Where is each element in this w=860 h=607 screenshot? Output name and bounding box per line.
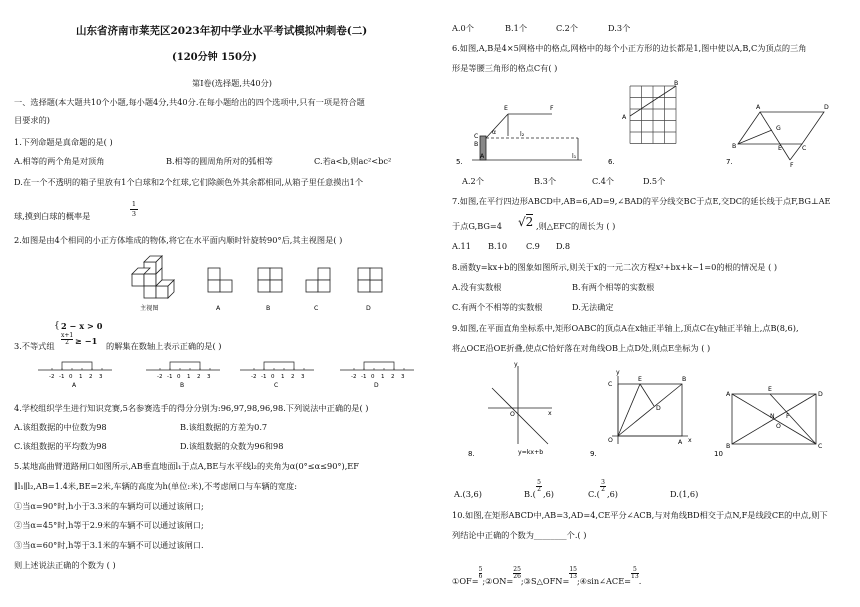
- q3-number-line-d: [340, 362, 414, 389]
- fig5-label-a: A: [480, 153, 485, 160]
- fig10-label-a: A: [726, 391, 731, 398]
- q1-option-c: C.若a<b,则ac²<bc²: [314, 156, 392, 166]
- q3-inequality-1: 2 − x > 0: [61, 321, 103, 331]
- q3-brace: {: [54, 321, 60, 331]
- q3-option-label: B: [180, 382, 185, 389]
- fig7-label-f: F: [790, 162, 794, 169]
- q1-option-b: B.相等的圆周角所对的弧相等: [166, 156, 273, 166]
- q9-option-d: D.(1,6): [670, 489, 699, 499]
- q4-option-b: B.该组数据的方差为0.7: [180, 422, 268, 432]
- q6-option-c: C.4个: [592, 176, 614, 186]
- fig8-label-o: O: [510, 411, 515, 418]
- fig6-label-b: B: [674, 80, 679, 87]
- figure-9-rectangle-drawing: [612, 376, 688, 444]
- q3-tick-label: 0: [371, 374, 375, 380]
- q3-number-lines: [14, 356, 434, 390]
- fig9-label-e: E: [638, 376, 642, 383]
- figure-6-grid-drawing: [630, 86, 676, 144]
- q3-tick-label: 3: [301, 374, 305, 380]
- fig10-label-n: N: [770, 413, 775, 420]
- q5-line-2: ∥l₁∥l₂,AB=1.4米,BE=2米,车辆的高度为h(单位:米),不考虑闸口与车辆的宽度:: [14, 481, 297, 491]
- fig10-label-f: F: [786, 413, 790, 420]
- q1-fraction: 1 3: [131, 200, 137, 218]
- q7-option-a: A.11: [452, 241, 471, 251]
- q7-option-b: B.10: [488, 241, 508, 251]
- q3-solution-range: [264, 362, 294, 370]
- q8-option-b: B.有两个相等的实数根: [572, 282, 655, 292]
- q3-option-label: A: [72, 382, 77, 389]
- fig10-label-c: C: [818, 443, 823, 450]
- q3-tick-label: 1: [381, 374, 385, 380]
- q2-view-a: [208, 268, 232, 292]
- q6-line-2: 形是等腰三角形的格点C有( ): [452, 63, 558, 73]
- figure-8-graph-drawing: [488, 366, 552, 444]
- section-heading: 第Ⅰ卷(选择题,共40分): [192, 78, 272, 88]
- fig7-label-a: A: [756, 104, 761, 111]
- q3-number-line-a: [38, 362, 112, 389]
- q3-tick-label: 1: [79, 374, 83, 380]
- q1-option-d-line2: 球,摸到白球的概率是: [14, 211, 91, 221]
- q9-option-b-suffix: ,6): [543, 489, 555, 499]
- q5-statement-2: ②当α=45°时,h等于2.9米的车辆不可以通过该闸口;: [14, 520, 204, 530]
- q3-inequality-2-fraction: x+1 2: [61, 332, 74, 346]
- q3-tick-label: -2: [157, 374, 163, 380]
- q7-sqrt: √2: [518, 215, 534, 229]
- fig10-label-b: B: [726, 443, 731, 450]
- fig9-label-y: y: [616, 369, 620, 376]
- q9-option-b-prefix: B.(: [524, 489, 536, 499]
- q3-tick-label: 0: [271, 374, 275, 380]
- fig5-label-l1: l₁: [572, 153, 577, 160]
- q7-line-2-suffix: ,则△EFC的周长为 ( ): [536, 221, 616, 231]
- q2-view-d: [358, 268, 382, 292]
- fig9-label-b: B: [682, 376, 687, 383]
- fig5-label-f: F: [550, 105, 554, 112]
- fig9-label-o: O: [608, 437, 613, 444]
- q3-solution-range: [170, 362, 200, 370]
- q1-option-d-line1: D.在一个不透明的箱子里放有1个白球和2个红球,它们除颜色外其余都相同,从箱子里任意摸出1个: [14, 177, 364, 187]
- q9-option-a: A.(3,6): [454, 489, 482, 499]
- q7-line-2-prefix: 于点G,BG=4: [452, 221, 503, 231]
- q3-tick-label: 2: [291, 374, 295, 380]
- q9-option-c-suffix: ,6): [607, 489, 619, 499]
- q7-option-c: C.9: [526, 241, 540, 251]
- q3-tick-label: -1: [167, 374, 173, 380]
- fig10-label-d: D: [818, 391, 823, 398]
- q6-option-d: D.5个: [643, 176, 666, 186]
- figure-7-number: 7.: [726, 158, 733, 166]
- q3-tick-label: 0: [69, 374, 73, 380]
- q2-view-c: [306, 268, 330, 292]
- q5-option-c: C.2个: [556, 23, 578, 33]
- intro-line-2: 目要求的): [14, 115, 50, 125]
- fig5-label-b: B: [474, 141, 479, 148]
- q5-statement-1: ①当α=90°时,h小于3.3米的车辆均可以通过该闸口;: [14, 501, 204, 511]
- fig5-label-c: C: [474, 133, 479, 140]
- q6-line-1: 6.如图,A,B是4×5网格中的格点,网格中的每个小正方形的边长都是1,图中使以A,B,C为顶点的三角: [452, 43, 807, 53]
- q4-option-a: A.该组数据的中位数为98: [14, 422, 107, 432]
- fig5-label-e: E: [504, 105, 508, 112]
- figures-8-9-10: [452, 360, 852, 460]
- q2-stem: 2.如图是由4个相同的小正方体堆成的物体,将它在水平面内顺时针旋转90°后,其主视图是( ): [14, 235, 343, 245]
- q3-tick-label: 2: [89, 374, 93, 380]
- q3-tick-label: -1: [261, 374, 267, 380]
- fig5-label-l2: l₂: [520, 131, 525, 138]
- figure-5-gate-drawing: [472, 114, 582, 160]
- q3-option-label: D: [374, 382, 379, 389]
- q3-tick-label: 3: [401, 374, 405, 380]
- fig7-label-g: G: [776, 125, 781, 132]
- q6-option-a: A.2个: [462, 176, 484, 186]
- fig8-label-line: y=kx+b: [518, 449, 544, 456]
- q3-stem-prefix: 3.不等式组: [14, 341, 55, 351]
- q10-conclusions: ①OF= $\frac{5}{6}$ ;②ON= $\frac{25}{26}$ ;③S△OFN= $\frac{15}{13}$ ;④sin∠ACE= $\frac{5}{13}$ .: [452, 566, 642, 586]
- q2-figure: [132, 254, 432, 316]
- figure-5-number: 5.: [456, 158, 463, 166]
- q2-label-a: A: [216, 305, 221, 312]
- fig6-label-a: A: [622, 114, 627, 121]
- figure-9-number: 9.: [590, 450, 597, 458]
- fig8-label-y: y: [514, 361, 518, 368]
- q4-stem: 4.学校组织学生进行知识竞赛,5名参赛选手的得分分别为:96,97,98,96,98.下列说法中正确的是( ): [14, 403, 369, 413]
- q3-tick-label: 2: [391, 374, 395, 380]
- q9-option-b-fraction: 5 2: [537, 479, 541, 493]
- q5-line-1: 5.某地高曲臂道路闸口如图所示,AB垂直地面l₁于点A,BE与水平线l₂的夹角为α(0°≤α≤90°),EF: [14, 461, 359, 471]
- q10-line-2: 列结论中正确的个数为________个.( ): [452, 530, 587, 540]
- q3-tick-label: -1: [361, 374, 367, 380]
- q2-view-b: [258, 268, 282, 292]
- page-title: 山东省济南市莱芜区2023年初中学业水平考试模拟冲刺卷(二): [76, 25, 368, 37]
- q3-number-line-b: [146, 362, 220, 389]
- q8-option-d: D.无法确定: [572, 302, 614, 312]
- intro-line-1: 一、选择题(本大题共10个小题,每小题4分,共40分.在每小题给出的四个选项中,只有一项是符合题: [14, 97, 365, 107]
- q6-option-b: B.3个: [534, 176, 557, 186]
- q8-option-a: A.没有实数根: [452, 282, 502, 292]
- figures-5-6-7: [452, 78, 852, 170]
- fig5-label-alpha: α: [492, 129, 497, 136]
- q1-option-a: A.相等的两个角是对顶角: [14, 156, 105, 166]
- q9-line-2: 将△OCE沿OE折叠,使点C恰好落在对角线OB上点D处,则点E坐标为 ( ): [452, 343, 711, 353]
- q4-option-c: C.该组数据的平均数为98: [14, 441, 107, 451]
- figure-7-parallelogram-drawing: [738, 112, 824, 160]
- q5-option-d: D.3个: [608, 23, 631, 33]
- fig7-label-b: B: [732, 143, 737, 150]
- q2-main-view-label: 主视图: [140, 305, 159, 312]
- q3-tick-label: -1: [59, 374, 65, 380]
- q2-label-c: C: [314, 305, 319, 312]
- fig9-label-d: D: [656, 405, 661, 412]
- q7-line-1: 7.如图,在平行四边形ABCD中,AB=6,AD=9,∠BAD的平分线交BC于点E,交DC的延长线于点F,BG⊥AE: [452, 196, 831, 206]
- figure-8-number: 8.: [468, 450, 475, 458]
- figure-10-number: 10: [714, 450, 723, 458]
- figure-6-number: 6.: [608, 158, 615, 166]
- q3-stem-suffix: 的解集在数轴上表示正确的是( ): [106, 341, 222, 351]
- q3-tick-label: 3: [207, 374, 211, 380]
- fig7-label-c: C: [802, 145, 807, 152]
- q8-option-c: C.有两个不相等的实数根: [452, 302, 543, 312]
- q4-option-d: D.该组数据的众数为96和98: [180, 441, 284, 451]
- q3-inequality-2-rest: ≥ −1: [75, 336, 98, 346]
- fig9-label-a: A: [678, 439, 683, 446]
- exam-time: (120分钟 150分): [172, 52, 257, 63]
- q10-line-1: 10.如图,在矩形ABCD中,AB=3,AD=4,CE平分∠ACB,与对角线BD相交于点N,F是线段CE的中点,则下: [452, 510, 828, 520]
- q9-option-c-fraction: 3 2: [601, 479, 605, 493]
- q5-option-a: A.0个: [452, 23, 474, 33]
- q3-solution-range: [62, 362, 92, 370]
- fig9-label-x: x: [688, 437, 692, 444]
- q3-tick-label: -2: [351, 374, 357, 380]
- stacked-cubes-drawing: [132, 256, 174, 298]
- q3-tick-label: 2: [197, 374, 201, 380]
- q3-tick-label: 1: [187, 374, 191, 380]
- fig8-label-x: x: [548, 410, 552, 417]
- q5-ask: 则上述说法正确的个数为 ( ): [14, 560, 116, 570]
- q1-stem: 1.下列命题是真命题的是( ): [14, 137, 113, 147]
- q3-option-label: C: [274, 382, 279, 389]
- fig7-label-d: D: [824, 104, 829, 111]
- fig7-label-e: E: [778, 145, 782, 152]
- q3-tick-label: 0: [177, 374, 181, 380]
- q7-option-d: D.8: [556, 241, 571, 251]
- fig9-label-c: C: [608, 381, 613, 388]
- fig10-label-e: E: [768, 386, 772, 393]
- q2-label-d: D: [366, 305, 371, 312]
- q3-solution-range: [364, 362, 394, 370]
- q9-option-c-prefix: C.(: [588, 489, 600, 499]
- q3-tick-label: 3: [99, 374, 103, 380]
- q3-tick-label: -2: [251, 374, 257, 380]
- q2-label-b: B: [266, 305, 271, 312]
- fig10-label-o: O: [776, 423, 781, 430]
- q3-tick-label: 1: [281, 374, 285, 380]
- q5-option-b: B.1个: [505, 23, 528, 33]
- q9-line-1: 9.如图,在平面直角坐标系中,矩形OABC的顶点A在x轴正半轴上,顶点C在y轴正半轴上,点B(8,6),: [452, 323, 799, 333]
- q3-number-line-c: [240, 362, 314, 389]
- q3-tick-label: -2: [49, 374, 55, 380]
- q5-statement-3: ③当α=60°时,h等于3.1米的车辆不可以通过该闸口.: [14, 540, 204, 550]
- q8-stem: 8.函数y=kx+b的图象如图所示,则关于x的一元二次方程x²+bx+k−1=0的根的情况是 ( ): [452, 262, 778, 272]
